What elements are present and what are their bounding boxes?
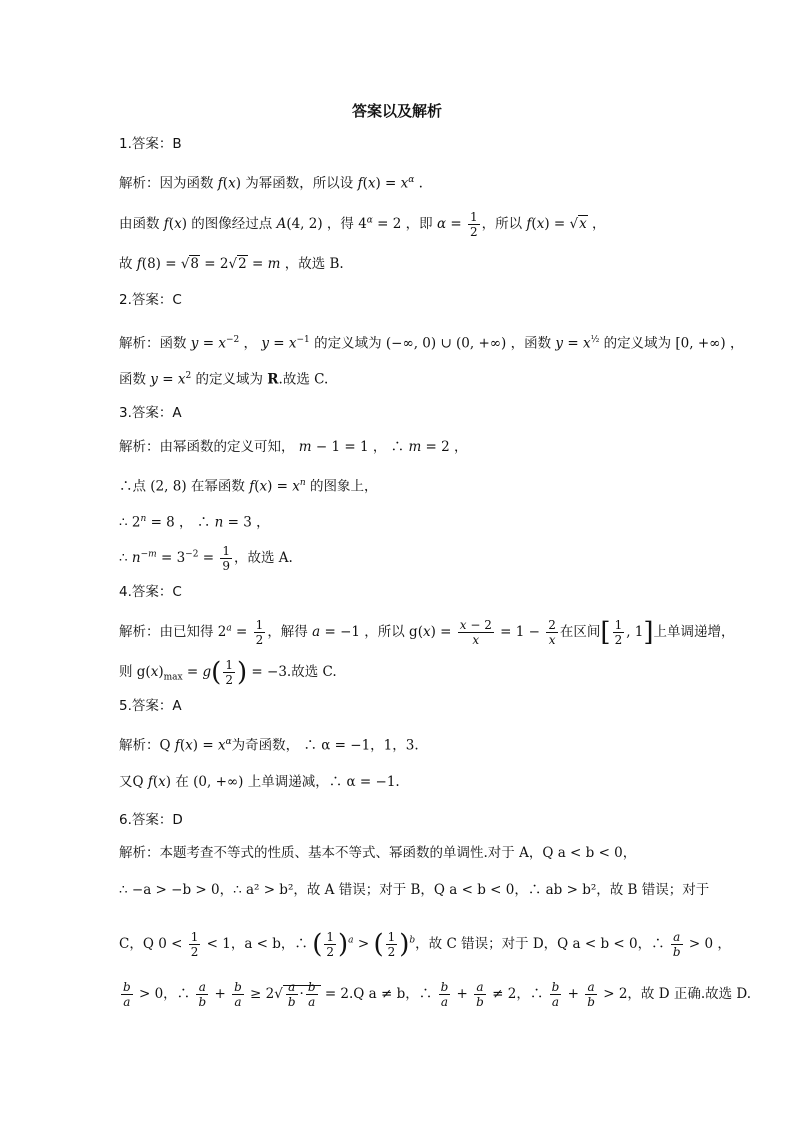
q3-line-4: ∴ $n^{-m} = 3^{-2}$ = $\frac{1}{9}$ ，故选 A.: [119, 544, 293, 573]
q5-line-1: 解析：Q $f(x) = x^\alpha$为奇函数， ∴ α = −1，1，3.: [119, 737, 419, 754]
q6-line-1: 解析：本题考查不等式的性质、基本不等式、幂函数的单调性.对于 A，Q a < b < 0，: [119, 845, 637, 861]
q4-answer: 4.答案：C: [119, 584, 182, 600]
q3-line-1: 解析：由幂函数的定义可知， m − 1 = 1 ， ∴ m = 2 ，: [119, 439, 468, 455]
q5-answer: 5.答案：A: [119, 698, 182, 714]
q6-line-2: ∴ −a > −b > 0，∴ a² > b²，故 A 错误；对于 B，Q a < b < 0，∴ ab > b²，故 B 错误；对于: [119, 882, 710, 898]
page-title: 答案以及解析: [351, 102, 442, 120]
q2-line-2: 函数 $y = x^2$ 的定义域为 R.故选 C.: [119, 371, 329, 388]
q6-answer: 6.答案：D: [119, 812, 183, 828]
q1-line-2: 由函数 f(x) 的图像经过点 A(4, 2) ，得 $4^\alpha = 2$ ，即 α = $\frac{1}{2}$ ，所以 f(x) = √x ，: [119, 210, 606, 239]
q3-line-3: ∴ $2^n = 8$ ， ∴ n = 3 ，: [119, 514, 270, 531]
q6-line-3: C，Q 0 < $\frac{1}{2}$ < 1，a < b，∴ ( $\frac{1}{2}$ )$^a$ > ( $\frac{1}{2}$ )$^b$，故 C 错误；对于 D，Q a < b < 0，∴ $\frac{a}{b}$ > 0 ，: [119, 929, 731, 960]
q1-answer: 1.答案：B: [119, 136, 182, 152]
q4-line-2: 则 $g(x)_{max} = g$( $\frac{1}{2}$ ) = −3.故选 C.: [119, 657, 337, 688]
q2-answer: 2.答案：C: [119, 292, 182, 308]
q3-line-2: ∴点 (2, 8) 在幂函数 $f(x) = x^n$ 的图象上，: [119, 478, 378, 495]
q4-line-1: 解析：由已知得 $2^a$ = $\frac{1}{2}$ ，解得 a = −1 ，所以 g(x) = $\frac{x - 2}{x}$ = 1 − $\frac{2}{x}$ 在区间[ $\frac{1}{2}$ , 1]上单调递增，: [119, 617, 735, 648]
q1-line-1: 解析：因为函数 f(x) 为幂函数，所以设 $f(x) = x^\alpha$ .: [119, 175, 423, 192]
q2-line-1: 解析：函数 $y = x^{-2}$ ， $y = x^{-1}$ 的定义域为 (−∞, 0) ∪ (0, +∞) ，函数 $y = x^{\frac{1}{2}}$ 的定义域为 [0, +∞) ，: [119, 335, 744, 352]
q1-line-3: 故 f(8) = √8 = 2√2 = m ，故选 B.: [119, 256, 344, 272]
q3-answer: 3.答案：A: [119, 405, 182, 421]
q6-line-4: $\frac{b}{a}$ > 0，∴ $\frac{a}{b}$ + $\frac{b}{a}$ ≥ 2√ $\frac{a}{b}$ · $\frac{b}{a}$ = 2.Q a ≠ b，∴ $\frac{b}{a}$ + $\frac{a}{b}$ ≠ 2，∴ $\frac{b}{a}$ + $\frac{a}{b}$ > 2，故 D 正确.故选 D.: [123, 980, 752, 1009]
q5-line-2: 又Q f(x) 在 (0, +∞) 上单调递减，∴ α = −1.: [119, 774, 400, 790]
